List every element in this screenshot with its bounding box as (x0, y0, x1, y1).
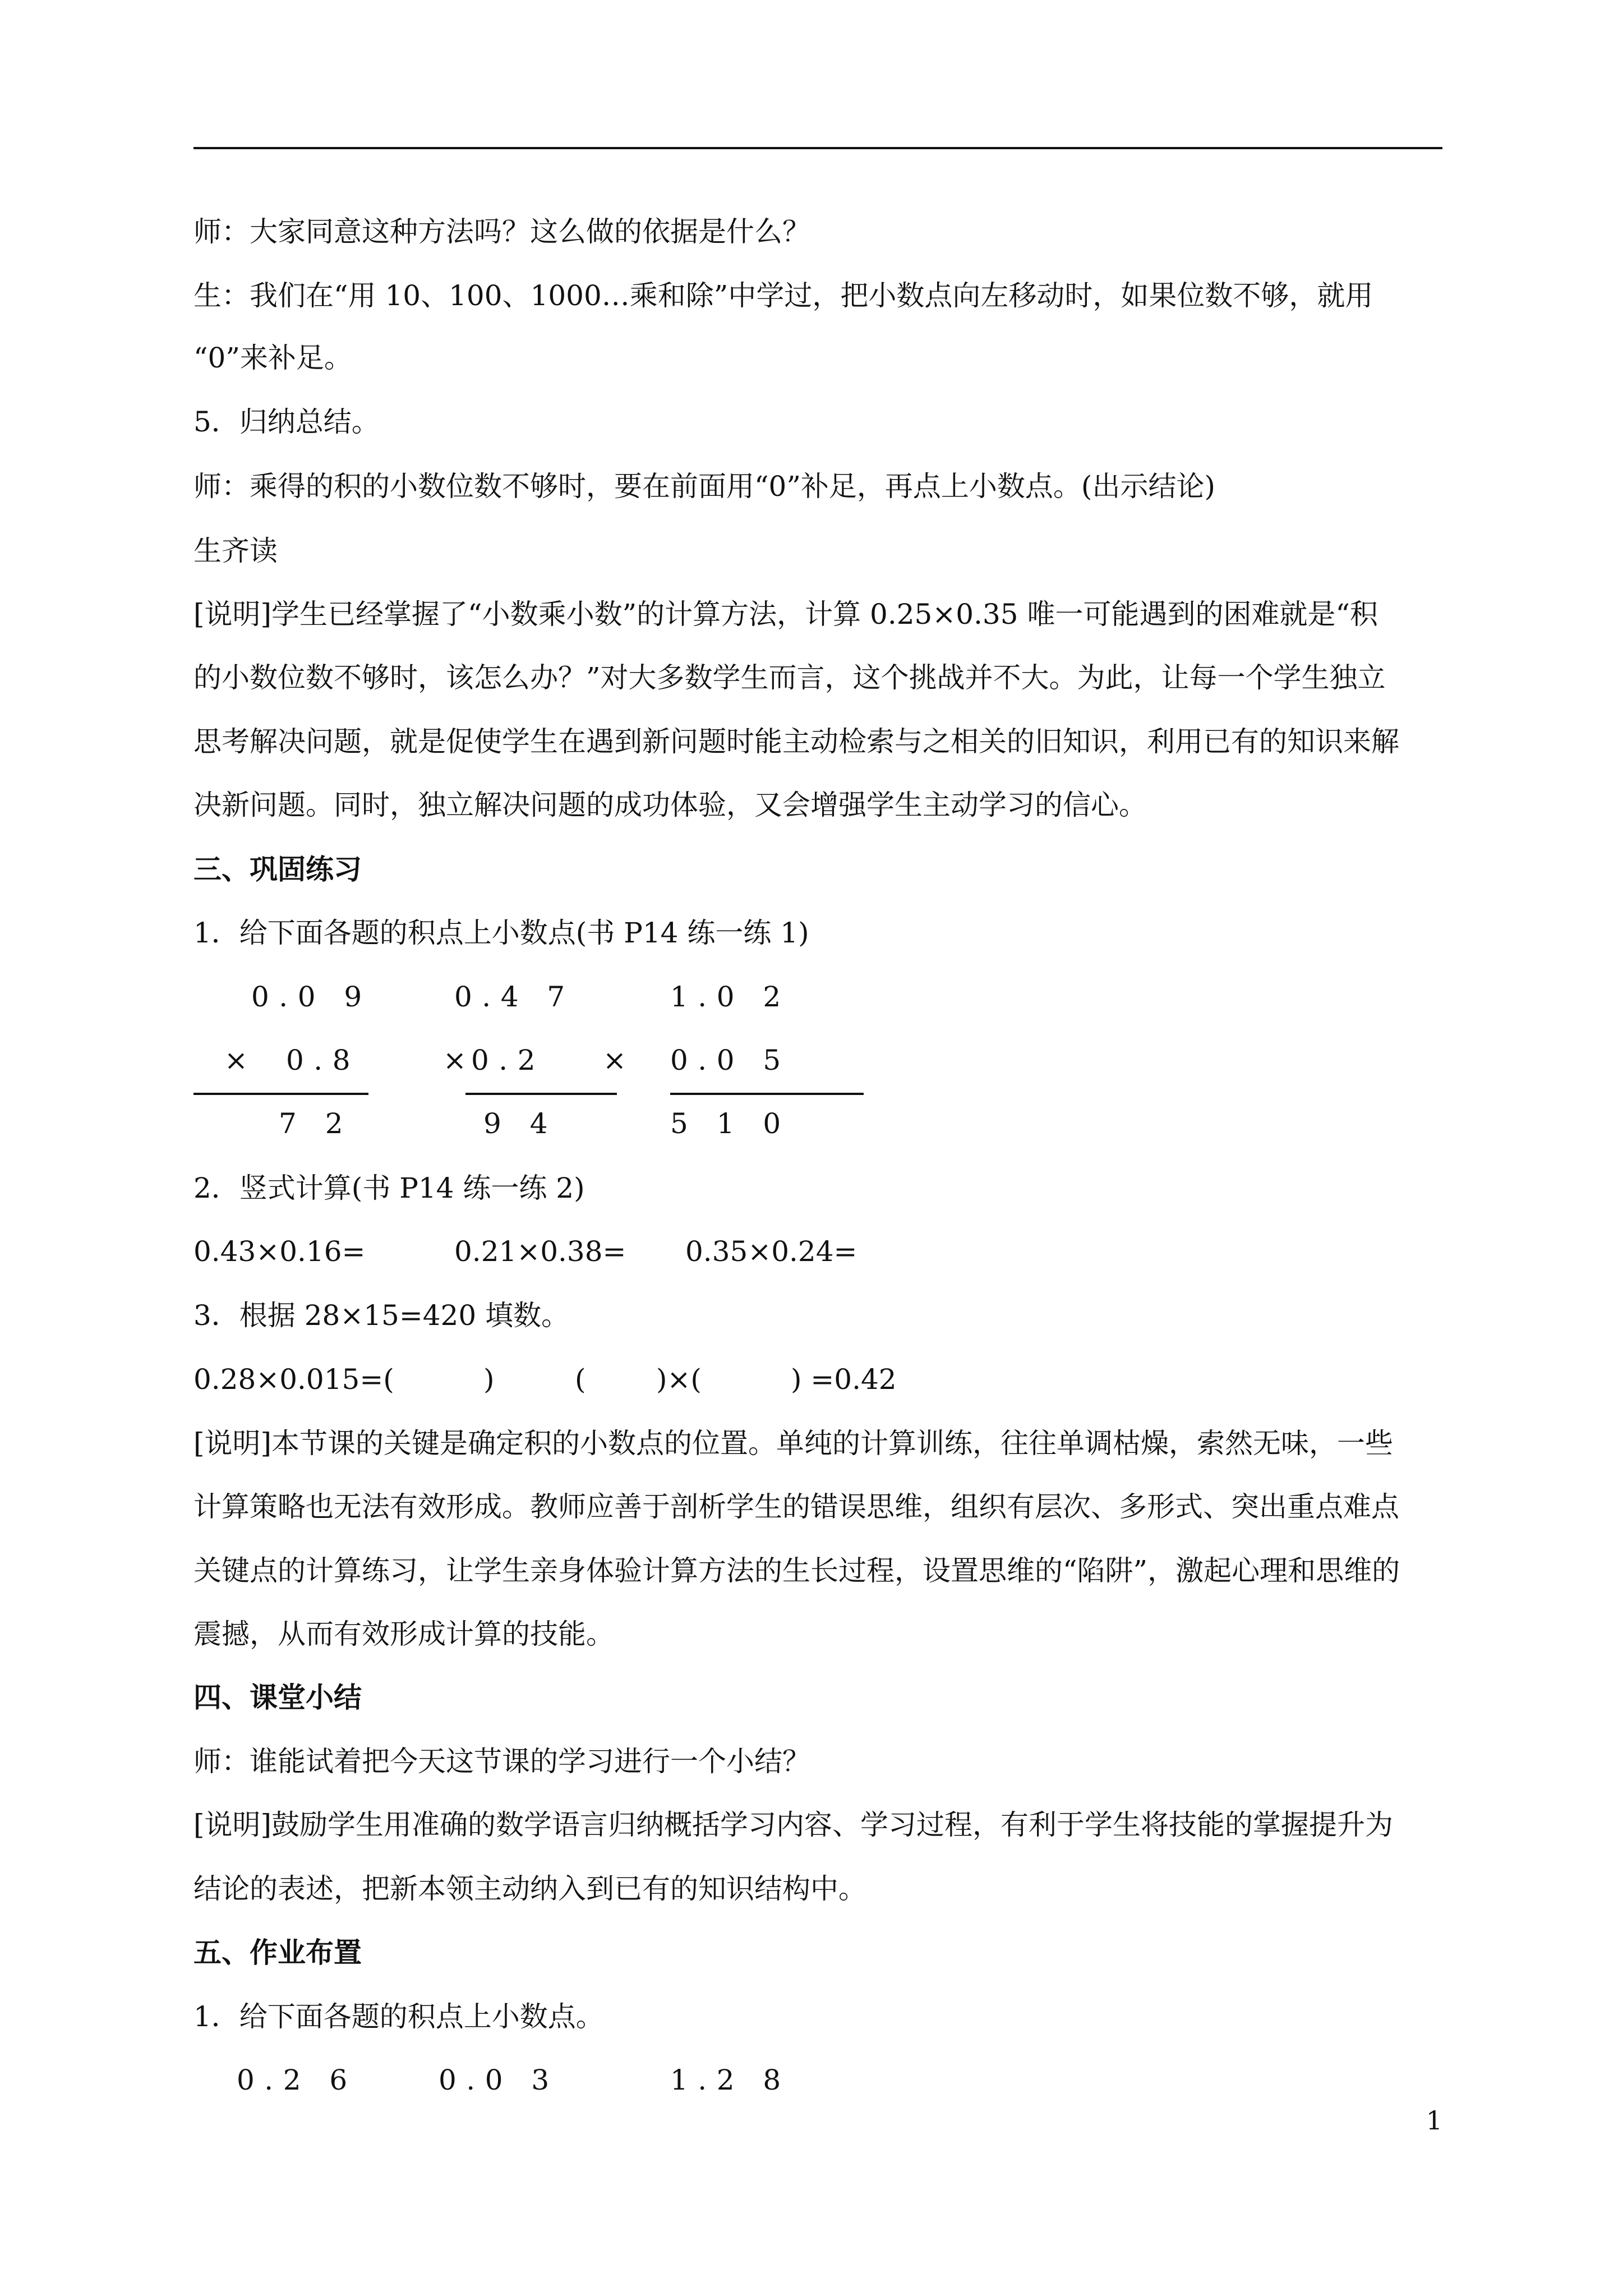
fill-blank: ) =0.42 (791, 1363, 897, 1396)
multiplicand: 0.0 3 (439, 2064, 559, 2096)
calc-item: 0.21×0.38= (454, 1235, 626, 1268)
multiplicand: 1.2 8 (670, 2064, 791, 2096)
multiplier: 0.2 (471, 1044, 546, 1076)
paragraph-line: 师：乘得的积的小数位数不够时，要在前面用“0”补足，再点上小数点。(出示结论) (193, 470, 1215, 503)
paragraph-line: 师：谁能试着把今天这节课的学习进行一个小结？ (193, 1745, 810, 1778)
fill-blank: ( (575, 1363, 586, 1396)
multiplicand: 0.2 6 (237, 2064, 357, 2096)
paragraph-line: “0”来补足。 (193, 342, 352, 374)
product: 5 1 0 (670, 1107, 791, 1140)
multiplier: 0.0 5 (670, 1044, 791, 1076)
product: 7 2 (279, 1107, 353, 1140)
paragraph-line: [说明]学生已经掌握了“小数乘小数”的计算方法，计算 0.25×0.35 唯一可能遇到的困难就是“积 (193, 598, 1378, 631)
multiplicand: 1.0 2 (670, 981, 791, 1013)
section-heading: 五、作业布置 (193, 1936, 362, 1969)
question-line: 1．给下面各题的积点上小数点。 (193, 2000, 604, 2033)
calc-item: 0.35×0.24= (685, 1235, 857, 1268)
paragraph-line: 计算策略也无法有效形成。教师应善于剖析学生的错误思维，组织有层次、多形式、突出重点难点 (193, 1490, 1399, 1523)
calc-underline (465, 1093, 617, 1095)
multiply-sign: × (224, 1044, 248, 1076)
paragraph-line: 生：我们在“用 10、100、1000…乘和除”中学过，把小数点向左移动时，如果位数不够，就用 (193, 279, 1373, 312)
paragraph-line: 震撼，从而有效形成计算的技能。 (193, 1618, 614, 1650)
multiplicand: 0.0 9 (251, 981, 372, 1013)
section-heading: 四、课堂小结 (193, 1681, 362, 1714)
paragraph-line: 师：大家同意这种方法吗？这么做的依据是什么？ (193, 215, 810, 248)
paragraph-line: 结论的表述，把新本领主动纳入到已有的知识结构中。 (193, 1872, 866, 1905)
paragraph-line: 5．归纳总结。 (193, 406, 380, 438)
calc-underline (670, 1093, 864, 1095)
paragraph-line: 的小数位数不够时，该怎么办？”对大多数学生而言，这个挑战并不大。为此，让每一个学生独立 (193, 661, 1386, 694)
multiply-sign: × (443, 1044, 467, 1076)
question-line: 3．根据 28×15=420 填数。 (193, 1299, 570, 1332)
question-line: 1．给下面各题的积点上小数点(书 P14 练一练 1) (193, 917, 809, 949)
fill-blank: )×( (656, 1363, 702, 1396)
page-number: 1 (1426, 2105, 1442, 2136)
question-line: 2．竖式计算(书 P14 练一练 2) (193, 1172, 585, 1204)
multiplicand: 0.4 7 (454, 981, 575, 1013)
calc-item: 0.43×0.16= (193, 1235, 366, 1268)
paragraph-line: [说明]本节课的关键是确定积的小数点的位置。单纯的计算训练，往往单调枯燥，索然无味，一些 (193, 1427, 1394, 1460)
fill-blank: 0.28×0.015=( (193, 1363, 394, 1396)
section-heading: 三、巩固练习 (193, 853, 362, 886)
paragraph-line: [说明]鼓励学生用准确的数学语言归纳概括学习内容、学习过程，有利于学生将技能的掌握提升为 (193, 1809, 1394, 1841)
paragraph-line: 生齐读 (193, 535, 278, 567)
paragraph-line: 关键点的计算练习，让学生亲身体验计算方法的生长过程，设置思维的“陷阱”，激起心理和思维的 (193, 1554, 1400, 1587)
paragraph-line: 思考解决问题，就是促使学生在遇到新问题时能主动检索与之相关的旧知识，利用已有的知识来解 (193, 725, 1399, 758)
header-rule (193, 147, 1442, 149)
multiplier: 0.8 (286, 1044, 361, 1076)
multiply-sign: × (603, 1044, 626, 1076)
fill-blank: ) (483, 1363, 495, 1396)
paragraph-line: 决新问题。同时，独立解决问题的成功体验，又会增强学生主动学习的信心。 (193, 789, 1147, 821)
calc-underline (193, 1093, 368, 1095)
product: 9 4 (483, 1107, 558, 1140)
